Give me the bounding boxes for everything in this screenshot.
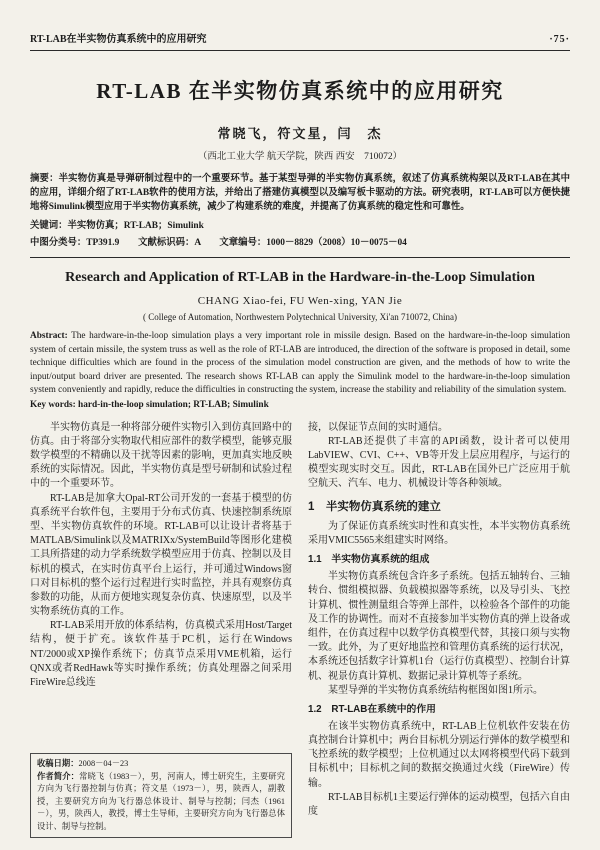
keywords-en-text: hard-in-the-loop simulation; RT-LAB; Simulink <box>78 399 269 410</box>
running-head <box>30 30 570 51</box>
body-columns <box>30 421 570 838</box>
body-paragraph: 在该半实物仿真系统中，RT-LAB上位机软件安装在仿真控制台计算机中；两台目标机分别运行弹体的数学模型和飞控系统的数学模型；上位机通过以太网将模型代码下载到目标机中；目标机之间的数据交换通过火线（FireWire）传输。 <box>308 720 570 789</box>
page-number: ·75· <box>549 34 570 45</box>
keywords-en-label: Key words: <box>30 399 76 410</box>
keywords-cn-label: 关键词： <box>30 221 68 232</box>
body-paragraph: 为了保证仿真系统实时性和真实性，本半实物仿真系统采用VMIC5565来组建实时网络。 <box>308 520 570 547</box>
body-paragraph: 某型导弹的半实物仿真系统结构框图如图1所示。 <box>328 684 543 696</box>
received-date: 2008－04－23 <box>78 759 129 769</box>
subsection-heading-1-1: 1.1 半实物仿真系统的组成 <box>308 554 430 566</box>
body-left-column <box>30 421 292 838</box>
body-paragraph: RT-LAB采用开放的体系结构，仿真模式采用Host/Target结构，便于扩充。该软件基于PC机，运行在Windows NT/2000或XP操作系统下；仿真节点采用VME机箱，运行QNX或者RedHawk等实时操作系统；仿真处理器之间采用FireWire总线连 <box>30 620 292 689</box>
author-bio-label: 作者简介： <box>37 771 80 781</box>
footnote-box <box>30 753 292 838</box>
keywords-en <box>30 400 570 410</box>
body-paragraph: 接，以保证节点间的实时通信。 <box>308 421 448 433</box>
abstract-en-label: Abstract: <box>30 331 68 342</box>
author-bio-line <box>37 771 285 833</box>
body-paragraph: RT-LAB目标机1主要运行弹体的运动模型，包括六自由度 <box>308 791 570 817</box>
author-bio: 常晓飞（1983－），男，河南人，博士研究生，主要研究方向为飞行器控制与仿真；符文星（1973－），男，陕西人，副教授，主要研究方向为飞行器总体设计、制导与控制；闫杰（1961－），男，陕西人，教授，博士生导师，主要研究方向为飞行器总体设计、制导与控制。 <box>37 771 285 831</box>
section-heading-1: 1 半实物仿真系统的建立 <box>308 500 441 513</box>
body-paragraph: 半实物仿真系统包含许多子系统。包括五轴转台、三轴转台、惯组模拟器、负载模拟器等系统，以及导引头、飞控计算机、惯性测量组合等弹上部件，以检验各个部件的功能及工作的协调性。而对不直接参加半实物仿真的弹上设备或组件，在仿真过程中以数学仿真模型代替，其接口须与实物一致。此外，为了更好地监控和管理仿真系统的运行状况，本系统还包括数字计算机1台（运行仿真模型）、控制台计算机、视景仿真计算机、数据记录计算机等子系统。 <box>308 571 570 682</box>
subsection-heading-1-2: 1.2 RT-LAB在系统中的作用 <box>308 703 436 715</box>
abstract-cn-text: 半实物仿真是导弹研制过程中的一个重要环节。基于某型导弹的半实物仿真系统，叙述了仿真系统构架以及RT-LAB在其中的应用，详细介绍了RT-LAB软件的使用方法，并给出了搭建仿真模型以及编写板卡驱动的方法。研究表明，RT-LAB可以方便快捷地将Simulink模型应用于半实物仿真系统，减少了构建系统的难度，并提高了仿真系统的稳定性和可靠性。 <box>30 174 570 213</box>
received-date-label: 收稿日期： <box>37 759 79 769</box>
received-date-line <box>37 758 285 770</box>
keywords-cn <box>30 217 570 231</box>
article-title-en: Research and Application of RT-LAB in the Hardware-in-the-Loop Simulation <box>65 270 535 286</box>
affiliation-en: ( College of Automation, Northwestern Polytechnical University, Xi'an 710072, China) <box>143 312 457 323</box>
body-paragraph: RT-LAB是加拿大Opal-RT公司开发的一套基于模型的仿真系统平台软件包，主要用于分布式仿真、快速控制系统原型、半实物仿真软件的环境。RT-LAB可以让设计者将基于MATLAB/Simulink以及MATRIXx/SystemBuild等图形化建模工具所搭建的动力学系统数学模型应用于仿真、控制以及目标机的模式，在实时仿真平台上运行，并可通过Windows窗口对目标机的整个运行过程进行实时监控，并具有观察仿真参数的功能，从而方便地实现复杂仿真、快速原型，以及半实物系统仿真的工作。 <box>30 492 292 618</box>
clc-line: 中图分类号：TP391.9 文献标识码：A 文章编号：1000－8829（2008）10－0075－04 <box>30 238 407 249</box>
abstract-cn <box>30 172 570 214</box>
abstract-cn-label: 摘要： <box>30 174 59 184</box>
article-title-cn: RT-LAB 在半实物仿真系统中的应用研究 <box>96 79 504 103</box>
body-paragraph: 半实物仿真是一种将部分硬件实物引入到仿真回路中的仿真。由于将部分实物取代相应部件的数学模型，能够克服数学模型的不精确以及干扰等因素的影响，更加真实地反映系统的实际情况。因此，半实物仿真是型号研制和试验过程中的一个重要环节。 <box>30 421 292 490</box>
authors-en: CHANG Xiao-fei, FU Wen-xing, YAN Jie <box>197 295 403 308</box>
abstract-en-text: The hardware-in-the-loop simulation plays a very important role in missile design. Based on the hardware-in-the-loop simulation system of certain missile, the system truss as well as the role of RT-LAB are introduced, the direction of the software is proposed in detail, some technique difficulties which are found in the process of the simulation model construction are given, and the methods of how to write the input/output board driver are presented. The research shows RT-LAB can apply the Simulink model to the hardware-in-the-loop simulation system conveniently and rapidly, reduce the difficulties in constructing the system, increase the stability and reliability of the simulation system. <box>30 331 571 396</box>
affiliation-cn: （西北工业大学 航天学院，陕西 西安 710072） <box>197 152 403 162</box>
body-right-column <box>308 421 570 838</box>
keywords-cn-text: 半实物仿真；RT-LAB；Simulink <box>67 221 204 232</box>
section-divider <box>30 257 570 258</box>
abstract-en <box>30 330 570 397</box>
running-title: RT-LAB在半实物仿真系统中的应用研究 <box>30 34 207 45</box>
body-paragraph: RT-LAB还提供了丰富的API函数，设计者可以使用LabVIEW、CVI、C++、VB等开发上层应用程序，与运行的模型实现实时交互。因此，RT-LAB在国外已广泛应用于航空航天、汽车、电力、机械设计等各种领域。 <box>308 435 570 490</box>
authors-cn: 常晓飞，符文星，闫 杰 <box>217 126 383 141</box>
